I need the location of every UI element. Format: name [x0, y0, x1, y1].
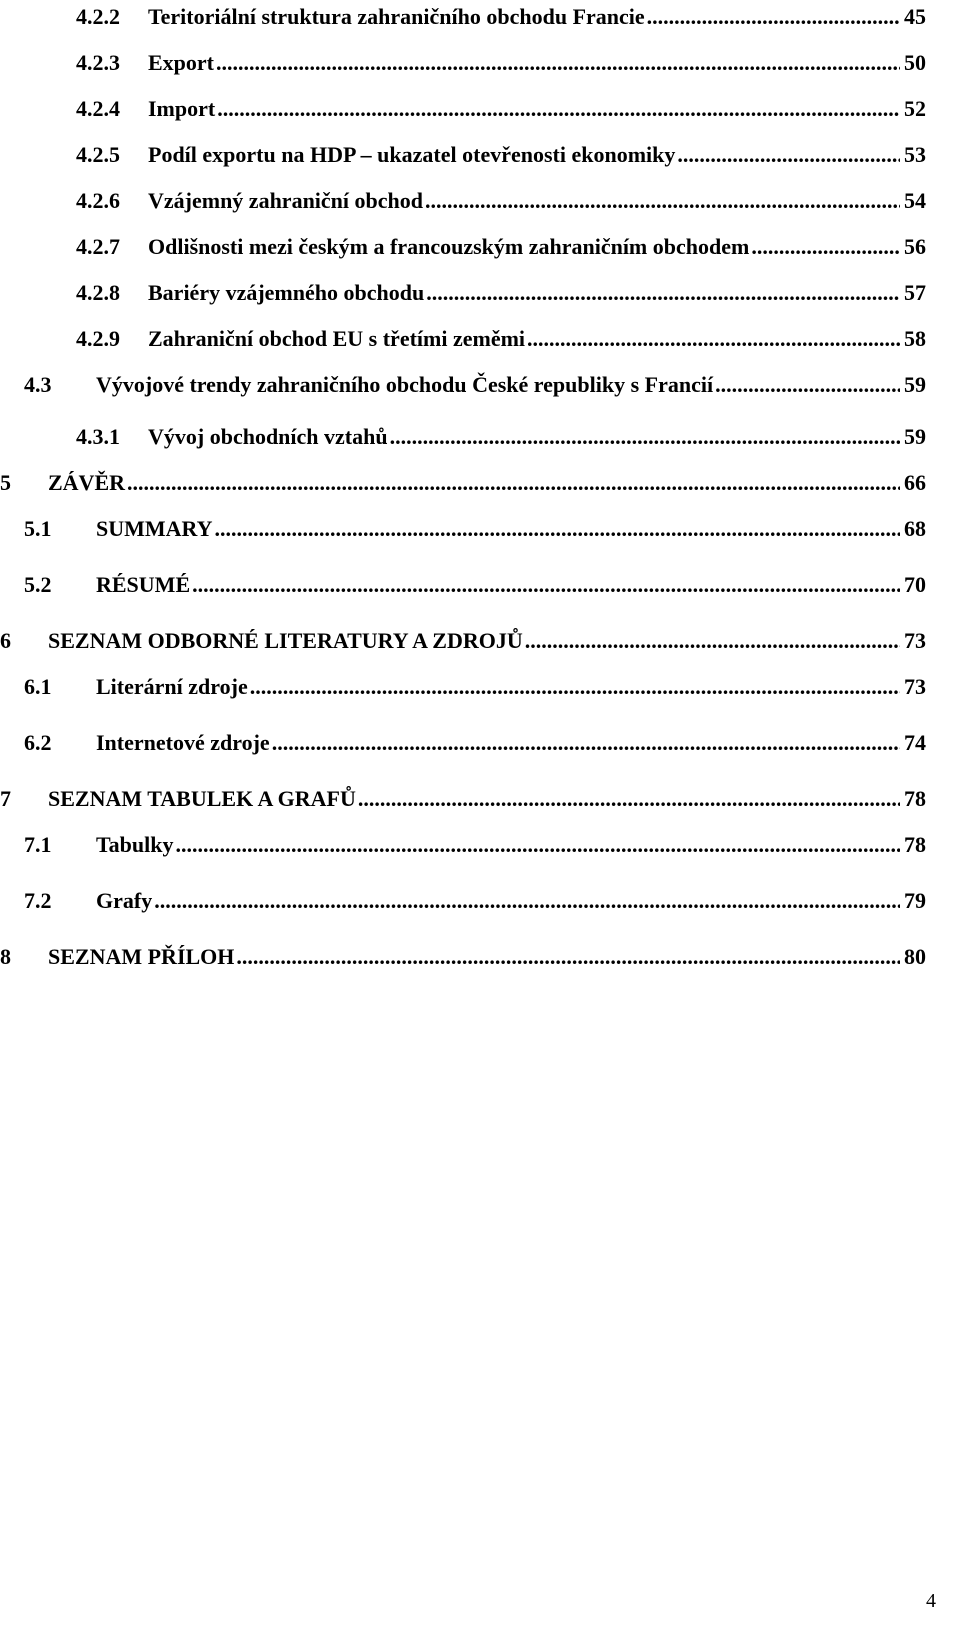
toc-entry-page: 68: [904, 516, 926, 541]
toc-entry-title: Import: [148, 96, 216, 121]
toc-leader-dots: [127, 470, 900, 496]
toc-entry-number: 6.2: [24, 730, 52, 755]
toc-entry-page: 78: [904, 786, 926, 811]
toc-entry-title: Odlišnosti mezi českým a francouzským zahraničním obchodem: [148, 234, 750, 259]
toc-entry-title: Literární zdroje: [96, 674, 248, 699]
toc-leader-dots: [250, 674, 900, 700]
toc-entry[interactable]: [24, 670, 926, 700]
toc-leader-dots: [390, 424, 900, 450]
toc-entry-number: 4.2.5: [76, 142, 120, 167]
toc-entry-number: 7: [0, 786, 11, 811]
toc-entry-page: 73: [904, 674, 926, 699]
toc-leader-dots: [677, 142, 900, 168]
toc-entry[interactable]: [24, 512, 926, 542]
toc-leader-dots: [215, 516, 900, 542]
toc-entry-title: Grafy: [96, 888, 153, 913]
toc-entry-title: SEZNAM ODBORNÉ LITERATURY A ZDROJŮ: [48, 628, 523, 653]
toc-leader-dots: [216, 50, 900, 76]
toc-entry[interactable]: [76, 420, 926, 450]
toc-entry[interactable]: [24, 368, 926, 398]
toc-leader-dots: [217, 96, 900, 122]
toc-entry-title: Teritoriální struktura zahraničního obchodu Francie: [148, 4, 645, 29]
toc-leader-dots: [272, 730, 900, 756]
toc-leader-dots: [715, 372, 900, 398]
toc-entry-title: SUMMARY: [96, 516, 213, 541]
toc-leader-dots: [154, 888, 900, 914]
toc-entry-title: Vývojové trendy zahraničního obchodu České republiky s Francií: [96, 372, 714, 397]
toc-entry-page: 78: [904, 832, 926, 857]
toc-entry[interactable]: [24, 568, 926, 598]
toc-entry-number: 5.1: [24, 516, 52, 541]
toc-entry-title: SEZNAM TABULEK A GRAFŮ: [48, 786, 356, 811]
toc-entry-title: Tabulky: [96, 832, 174, 857]
toc-entry-number: 6.1: [24, 674, 52, 699]
toc-entry-number: 4.2.6: [76, 188, 120, 213]
toc-entry[interactable]: [76, 230, 926, 260]
toc-entry-title: ZÁVĚR: [48, 470, 126, 495]
toc-entry-number: 4.2.8: [76, 280, 120, 305]
toc-entry-page: 50: [904, 50, 926, 75]
toc-entry-page: 80: [904, 944, 926, 969]
toc-entry-title: RÉSUMÉ: [96, 572, 191, 597]
toc-entry-page: 58: [904, 326, 926, 351]
toc-leader-dots: [358, 786, 900, 812]
toc-entry-number: 5: [0, 470, 11, 495]
toc-entry-page: 66: [904, 470, 926, 495]
toc-entry-page: 79: [904, 888, 926, 913]
toc-leader-dots: [525, 628, 900, 654]
toc-entry-number: 4.2.7: [76, 234, 120, 259]
toc-entry[interactable]: [76, 276, 926, 306]
toc-entry-title: Internetové zdroje: [96, 730, 270, 755]
toc-leader-dots: [527, 326, 900, 352]
toc-entry-title: Vzájemný zahraniční obchod: [148, 188, 423, 213]
toc-entry-page: 59: [904, 424, 926, 449]
toc-entry-title: Bariéry vzájemného obchodu: [148, 280, 425, 305]
toc-entry[interactable]: [76, 46, 926, 76]
toc-entry-page: 53: [904, 142, 926, 167]
toc-entry-page: 70: [904, 572, 926, 597]
toc-entry[interactable]: [24, 726, 926, 756]
toc-leader-dots: [175, 832, 900, 858]
toc-entry-number: 4.2.2: [76, 4, 120, 29]
toc-entry[interactable]: [0, 940, 926, 970]
toc-entry-number: 4.3: [24, 372, 52, 397]
toc-leader-dots: [236, 944, 900, 970]
toc-leader-dots: [425, 188, 900, 214]
toc-entry-page: 45: [904, 4, 926, 29]
toc-entry-page: 74: [904, 730, 926, 755]
toc-entry[interactable]: [76, 0, 926, 30]
toc-entry-number: 4.2.3: [76, 50, 120, 75]
toc-entry-number: 8: [0, 944, 11, 969]
toc-entry-number: 5.2: [24, 572, 52, 597]
toc-entry-title: Export: [148, 50, 214, 75]
toc-leader-dots: [192, 572, 900, 598]
toc-entry-page: 54: [904, 188, 926, 213]
toc-entry-title: Vývoj obchodních vztahů: [148, 424, 388, 449]
toc-entry[interactable]: [0, 624, 926, 654]
toc-entry-number: 4.2.9: [76, 326, 120, 351]
toc-entry[interactable]: [0, 466, 926, 496]
toc-entry-number: 6: [0, 628, 11, 653]
toc-entry[interactable]: [76, 92, 926, 122]
toc-entry[interactable]: [76, 184, 926, 214]
toc-entry-page: 56: [904, 234, 926, 259]
toc-entry[interactable]: [24, 884, 926, 914]
toc-entry-number: 7.2: [24, 888, 52, 913]
toc-entry-page: 57: [904, 280, 926, 305]
toc-entry-number: 7.1: [24, 832, 52, 857]
toc-entry-number: 4.2.4: [76, 96, 120, 121]
toc-entry[interactable]: [76, 322, 926, 352]
toc-entry-title: SEZNAM PŘÍLOH: [48, 944, 235, 969]
toc-entry-page: 59: [904, 372, 926, 397]
toc-leader-dots: [751, 234, 900, 260]
toc-entry-page: 52: [904, 96, 926, 121]
page-number: 4: [926, 1590, 936, 1612]
toc-leader-dots: [647, 4, 900, 30]
toc-entry-title: Zahraniční obchod EU s třetími zeměmi: [148, 326, 526, 351]
toc-entry[interactable]: [76, 138, 926, 168]
toc-entry-title: Podíl exportu na HDP – ukazatel otevřenosti ekonomiky: [148, 142, 676, 167]
toc-entry-number: 4.3.1: [76, 424, 120, 449]
toc-entry[interactable]: [24, 828, 926, 858]
toc-entry-page: 73: [904, 628, 926, 653]
toc-entry[interactable]: [0, 782, 926, 812]
toc-leader-dots: [426, 280, 900, 306]
